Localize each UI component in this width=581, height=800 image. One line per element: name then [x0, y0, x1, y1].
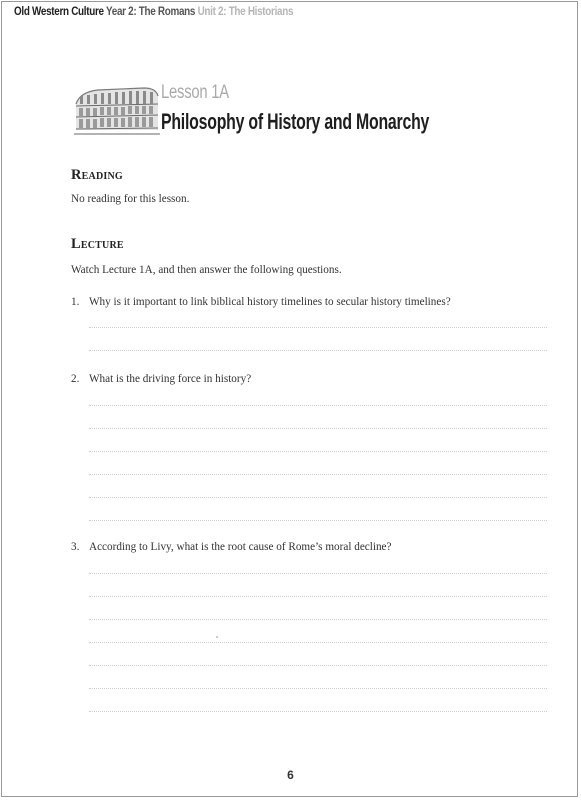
- header-series: Old Western Culture: [14, 6, 104, 18]
- answer-line[interactable]: [89, 451, 547, 452]
- answer-line[interactable]: [89, 711, 547, 712]
- answer-line[interactable]: [89, 642, 547, 643]
- question-text: Why is it important to link biblical history timelines to secular history timelines?: [89, 296, 451, 308]
- answer-line[interactable]: [89, 573, 547, 574]
- question-text: According to Livy, what is the root cause of Rome’s moral decline?: [89, 541, 392, 553]
- header-year: Year 2: The Romans: [105, 6, 196, 18]
- answer-line[interactable]: [89, 596, 547, 597]
- answer-line[interactable]: [89, 497, 547, 498]
- question-number: 1.: [71, 296, 80, 308]
- answer-line[interactable]: [89, 520, 547, 521]
- answer-line[interactable]: [89, 350, 547, 351]
- question-1: [71, 296, 451, 308]
- reading-heading: Reading: [71, 167, 123, 183]
- answer-line[interactable]: [89, 405, 547, 406]
- question-number: 2.: [71, 373, 80, 385]
- question-3: [71, 541, 392, 553]
- colosseum-icon: [74, 84, 160, 136]
- reading-text: No reading for this lesson.: [71, 193, 190, 205]
- lesson-number: Lesson 1A: [161, 82, 229, 103]
- question-2: [71, 373, 251, 385]
- question-number: 3.: [71, 541, 80, 553]
- answer-line[interactable]: [89, 688, 547, 689]
- lecture-intro: Watch Lecture 1A, and then answer the following questions.: [71, 264, 342, 276]
- answer-line[interactable]: [89, 428, 547, 429]
- answer-line[interactable]: [89, 619, 547, 620]
- answer-line[interactable]: [89, 327, 547, 328]
- header-unit: Unit 2: The Historians: [197, 6, 294, 18]
- page-number: 6: [287, 768, 294, 782]
- paper-speck: [216, 636, 218, 638]
- answer-line[interactable]: [89, 665, 547, 666]
- running-header: [14, 6, 293, 18]
- lesson-title: Philosophy of History and Monarchy: [161, 109, 430, 134]
- question-text: What is the driving force in history?: [89, 373, 252, 385]
- lecture-heading: Lecture: [71, 236, 124, 252]
- answer-line[interactable]: [89, 474, 547, 475]
